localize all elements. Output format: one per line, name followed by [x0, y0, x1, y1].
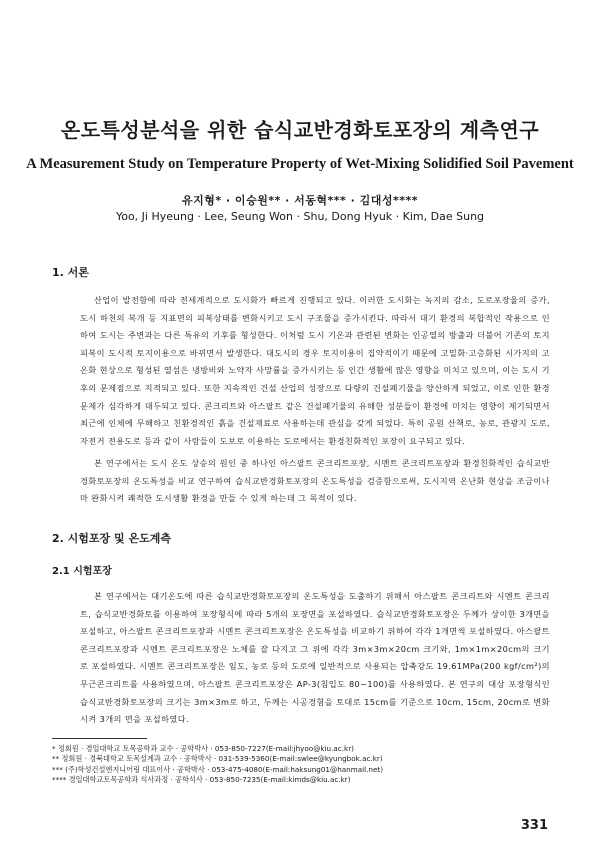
footnote-4: **** 경일대학교토목공학과 석사과정 · 공학석사 · 053-850-7235(E-mail:kimds@kiu.ac.kr) [52, 775, 351, 785]
section-2-heading: 2. 시험포장 및 온도계측 [52, 532, 171, 545]
authors-korean: 유지형* · 이승원** · 서동혁*** · 김대성**** [181, 194, 419, 207]
footnote-1: * 정회원 · 경일대학교 토목공학과 교수 · 공학박사 · 053-850-7227(E-mail:jhyoo@kiu.ac.kr) [52, 744, 354, 753]
footnote-2: ** 정회원 · 경북대학교 토목설계과 교수 · 공학박사 · 031-539-5360(E-mail:swlee@kyungbok.ac.kr) [52, 754, 383, 764]
section-1-heading: 1. 서론 [52, 266, 89, 279]
section-2-1-heading: 2.1 시험포장 [52, 566, 112, 577]
footnotes [52, 744, 552, 786]
authors-english: Yoo, Ji Hyeung · Lee, Seung Won · Shu, Dong Hyuk · Kim, Dae Sung [115, 210, 485, 223]
page-number: 331 [520, 818, 548, 833]
footnote-3: *** (주)학성건설엔지니어링 대표이사 · 공학박사 · 053-475-4080(E-mail:haksung01@hanmail.net) [52, 764, 383, 774]
section-1-paragraph-1: 산업이 발전함에 따라 전세계적으로 도시화가 빠르게 진행되고 있다. 이러한 도시화는 녹지의 감소, 도로포장율의 증가, 도시 하천의 복개 등 지표면의 피복상태를 변화시키고 도시 구조물을 증가시킨다. 따라서 대기 환경의 복합적인 작용으로 인하여 도시는 주변과는 다른 특유의 기후를 형성한다. 이처럼 도시 기온과 관련된 변화는 인공열의 방출과 더불어 기존의 토지피복이 도시적 토지이용으로 바뀌면서 발생한다. 대도시의 경우 토지이용이 집약적이기 때문에 고밀화·고층화된 시가지의 고온화 현상으로 형성된 열섬은 냉방비와 노약자 사망률을 증가시키는 등 인간 생활에 많은 영향을 미치고 있으며, 이는 도시 기후의 문제점으로 지적되고 있다. 또한 지속적인 건설 산업의 성장으로 다량의 건설폐기물을 양산하게 되었고, 이로 인한 환경문제가 심각하게 대두되고 있다. 콘크리트와 아스팔트 같은 건설폐기물의 유해한 성분들이 환경에 미치는 영향이 제기되면서 최근에 인체에 무해하고 친환경적인 흙을 건설재료로 사용하는데 관심을 갖게 되었다. 특히 공원 산책로, 농로, 관광지 도로, 자전거 전용도로 등과 같이 사람들이 도보로 이용하는 도로에서는 환경친화적인 포장이 요구되고 있다. [80, 295, 550, 446]
footnote-separator [52, 738, 147, 739]
section-1-paragraph-2: 본 연구에서는 도시 온도 상승의 원인 중 하나인 아스팔트 콘크리트포장, 시멘트 콘크리트포장과 환경친화적인 습식교반경화토포장의 온도특성을 비교 연구하여 습식교반경화토포장의 온도특성을 검증함으로써, 도시지역 온난화 현상을 조금이나마 완화시켜 쾌적한 도시생활 환경을 만들 수 있게 하는데 그 목적이 있다. [80, 458, 550, 504]
title-korean: 온도특성분석을 위한 습식교반경화토포장의 계측연구 [60, 118, 540, 142]
section-2-1-paragraph: 본 연구에서는 대기온도에 따른 습식교반경화토포장의 온도특성을 도출하기 위해서 아스팔트 콘크리트와 시멘트 콘크리트, 습식교반경화토를 이용하여 포장형식에 따라 5개의 포장면을 포설하였다. 습식교반경화토포장은 두께가 상이한 3개면을 포설하고, 아스팔트 콘크리트포장과 시멘트 콘크리트포장은 온도특성을 비교하기 위하여 각각 1개면씩 포설하였다. 아스팔트 콘크리트포장과 시멘트 콘크리트포장은 노체를 잘 다지고 그 위에 각각 3m×3m×20cm 크기와, 1m×1m×20cm의 크기로 포설하였다. 시멘트 콘크리트포장은 임도, 농로 등의 도로에 일반적으로 사용되는 압축강도 19.61MPa(200 kgf/cm²)의 무근콘크리트를 사용하였으며, 아스팔트 콘크리트포장은 AP-3(침입도 80~100)를 사용하였다. 본 연구의 대상 포장형식인 습식교반경화토포장의 크기는 3m×3m로 하고, 두께는 시공경험을 토대로 15cm를 기준으로 10cm, 15cm, 20cm로 변화시켜 3개의 면을 포설하였다. [80, 591, 550, 725]
title-english: A Measurement Study on Temperature Property of Wet-Mixing Solidified Soil Pavement [26, 156, 574, 172]
